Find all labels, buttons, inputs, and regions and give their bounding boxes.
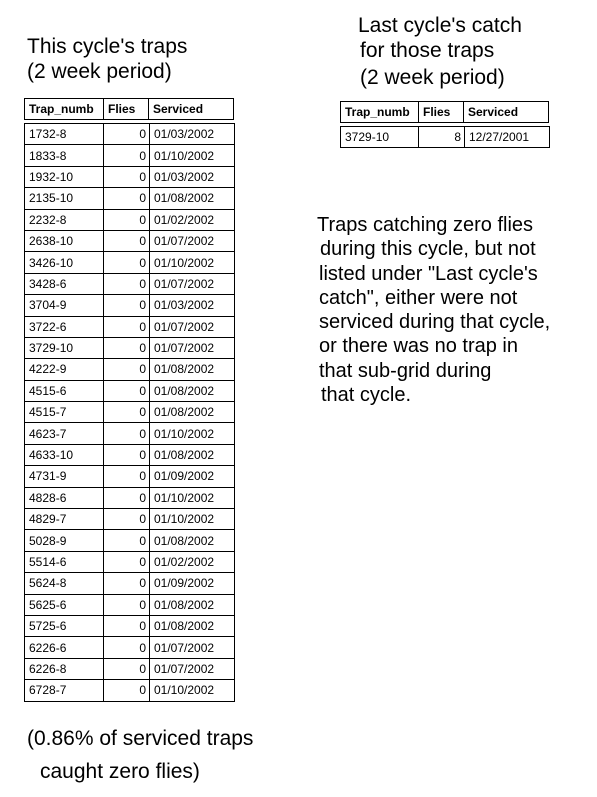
serviced-date-cell: 01/08/2002 bbox=[150, 594, 235, 615]
last-cycle-title-line: (2 week period) bbox=[360, 66, 505, 89]
flies-cell: 0 bbox=[104, 444, 150, 465]
trap-number-cell: 5625-6 bbox=[25, 594, 104, 615]
flies-cell: 0 bbox=[104, 487, 150, 508]
serviced-date-cell: 01/02/2002 bbox=[150, 551, 235, 572]
trap-number-cell: 3428-6 bbox=[25, 273, 104, 294]
trap-number-cell: 4623-7 bbox=[25, 423, 104, 444]
flies-cell: 0 bbox=[104, 188, 150, 209]
trap-number-cell: 5514-6 bbox=[25, 551, 104, 572]
trap-number-cell: 3729-10 bbox=[25, 337, 104, 358]
table-row bbox=[25, 573, 235, 594]
table-row bbox=[25, 466, 235, 487]
trap-number-cell: 3722-6 bbox=[25, 316, 104, 337]
serviced-date-cell: 01/03/2002 bbox=[150, 295, 235, 316]
last-cycle-title bbox=[358, 13, 522, 90]
table-row bbox=[25, 487, 235, 508]
this-cycle-title bbox=[27, 34, 187, 84]
note-line: or there was no trap in bbox=[319, 335, 518, 358]
table-row bbox=[25, 444, 235, 465]
note-line: during this cycle, but not bbox=[320, 238, 536, 261]
table-row bbox=[25, 509, 235, 530]
trap-number-cell: 3729-10 bbox=[341, 127, 419, 148]
serviced-date-cell: 01/07/2002 bbox=[150, 230, 235, 251]
table-row bbox=[25, 295, 235, 316]
note-line: Traps catching zero flies bbox=[317, 214, 534, 236]
serviced-date-cell: 01/10/2002 bbox=[150, 145, 235, 166]
serviced-date-cell: 01/08/2002 bbox=[150, 530, 235, 551]
column-header-trap: Trap_numb bbox=[25, 99, 104, 120]
serviced-date-cell: 12/27/2001 bbox=[465, 127, 550, 148]
flies-cell: 0 bbox=[104, 466, 150, 487]
trap-number-cell: 6226-6 bbox=[25, 637, 104, 658]
table-row bbox=[25, 166, 235, 187]
trap-number-cell: 5028-9 bbox=[25, 530, 104, 551]
trap-number-cell: 4829-7 bbox=[25, 509, 104, 530]
serviced-date-cell: 01/09/2002 bbox=[150, 573, 235, 594]
serviced-date-cell: 01/10/2002 bbox=[150, 252, 235, 273]
flies-cell: 0 bbox=[104, 551, 150, 572]
trap-number-cell: 4515-6 bbox=[25, 380, 104, 401]
trap-number-cell: 1932-10 bbox=[25, 166, 104, 187]
flies-cell: 0 bbox=[104, 316, 150, 337]
last-cycle-table bbox=[340, 126, 550, 148]
table-row bbox=[25, 273, 235, 294]
flies-cell: 0 bbox=[104, 337, 150, 358]
table-row bbox=[25, 423, 235, 444]
table-row bbox=[25, 402, 235, 423]
table-row bbox=[341, 127, 550, 148]
serviced-date-cell: 01/08/2002 bbox=[150, 359, 235, 380]
flies-cell: 0 bbox=[104, 359, 150, 380]
table-row bbox=[25, 124, 235, 145]
note-line: that cycle. bbox=[321, 384, 412, 407]
column-header-serviced: Serviced bbox=[464, 102, 549, 123]
trap-number-cell: 4828-6 bbox=[25, 487, 104, 508]
trap-number-cell: 5624-8 bbox=[25, 573, 104, 594]
note-line: that sub-grid during bbox=[319, 359, 492, 382]
footer-line: (0.86% of serviced traps bbox=[27, 727, 254, 750]
this-cycle-header bbox=[24, 98, 234, 120]
flies-cell: 0 bbox=[104, 230, 150, 251]
flies-cell: 0 bbox=[104, 594, 150, 615]
trap-number-cell: 4515-7 bbox=[25, 402, 104, 423]
footer-line: caught zero flies) bbox=[40, 760, 200, 783]
serviced-date-cell: 01/10/2002 bbox=[150, 509, 235, 530]
flies-cell: 0 bbox=[104, 145, 150, 166]
zero-flies-footer bbox=[27, 722, 253, 788]
trap-number-cell: 6226-8 bbox=[25, 658, 104, 679]
serviced-date-cell: 01/07/2002 bbox=[150, 637, 235, 658]
trap-number-cell: 4222-9 bbox=[25, 359, 104, 380]
note-line: catch", either were not bbox=[319, 286, 518, 309]
column-header-trap: Trap_numb bbox=[341, 102, 419, 123]
trap-number-cell: 2232-8 bbox=[25, 209, 104, 230]
table-row bbox=[25, 252, 235, 273]
serviced-date-cell: 01/08/2002 bbox=[150, 402, 235, 423]
flies-cell: 0 bbox=[104, 273, 150, 294]
note-line: serviced during that cycle, bbox=[319, 311, 551, 334]
trap-number-cell: 2135-10 bbox=[25, 188, 104, 209]
table-row bbox=[25, 615, 235, 636]
serviced-date-cell: 01/08/2002 bbox=[150, 444, 235, 465]
table-row bbox=[25, 145, 235, 166]
flies-cell: 8 bbox=[419, 127, 465, 148]
flies-cell: 0 bbox=[104, 252, 150, 273]
trap-number-cell: 5725-6 bbox=[25, 615, 104, 636]
serviced-date-cell: 01/02/2002 bbox=[150, 209, 235, 230]
table-row bbox=[25, 551, 235, 572]
table-row bbox=[25, 337, 235, 358]
table-row bbox=[25, 637, 235, 658]
table-row bbox=[25, 680, 235, 701]
flies-cell: 0 bbox=[104, 380, 150, 401]
flies-cell: 0 bbox=[104, 637, 150, 658]
trap-number-cell: 6728-7 bbox=[25, 680, 104, 701]
trap-number-cell: 1833-8 bbox=[25, 145, 104, 166]
column-header-flies: Flies bbox=[419, 102, 464, 123]
last-cycle-title-line: for those traps bbox=[360, 39, 495, 62]
table-row bbox=[25, 594, 235, 615]
trap-number-cell: 1732-8 bbox=[25, 124, 104, 145]
flies-cell: 0 bbox=[104, 166, 150, 187]
serviced-date-cell: 01/03/2002 bbox=[150, 166, 235, 187]
serviced-date-cell: 01/03/2002 bbox=[150, 124, 235, 145]
flies-cell: 0 bbox=[104, 573, 150, 594]
this-cycle-table bbox=[24, 123, 235, 702]
flies-cell: 0 bbox=[104, 124, 150, 145]
serviced-date-cell: 01/10/2002 bbox=[150, 680, 235, 701]
trap-number-cell: 4633-10 bbox=[25, 444, 104, 465]
this-cycle-title-line: This cycle's traps bbox=[27, 35, 188, 58]
serviced-date-cell: 01/08/2002 bbox=[150, 380, 235, 401]
trap-number-cell: 3704-9 bbox=[25, 295, 104, 316]
this-cycle-title-line: (2 week period) bbox=[27, 60, 172, 83]
last-cycle-title-line: Last cycle's catch bbox=[358, 14, 522, 37]
table-row bbox=[25, 209, 235, 230]
flies-cell: 0 bbox=[104, 658, 150, 679]
serviced-date-cell: 01/07/2002 bbox=[150, 316, 235, 337]
serviced-date-cell: 01/10/2002 bbox=[150, 487, 235, 508]
serviced-date-cell: 01/08/2002 bbox=[150, 615, 235, 636]
column-header-flies: Flies bbox=[104, 99, 149, 120]
serviced-date-cell: 01/07/2002 bbox=[150, 337, 235, 358]
flies-cell: 0 bbox=[104, 509, 150, 530]
flies-cell: 0 bbox=[104, 423, 150, 444]
zero-flies-note bbox=[317, 213, 550, 407]
serviced-date-cell: 01/08/2002 bbox=[150, 188, 235, 209]
flies-cell: 0 bbox=[104, 615, 150, 636]
trap-number-cell: 4731-9 bbox=[25, 466, 104, 487]
serviced-date-cell: 01/07/2002 bbox=[150, 273, 235, 294]
table-row bbox=[25, 380, 235, 401]
trap-number-cell: 2638-10 bbox=[25, 230, 104, 251]
table-row bbox=[25, 188, 235, 209]
table-row bbox=[25, 658, 235, 679]
trap-number-cell: 3426-10 bbox=[25, 252, 104, 273]
flies-cell: 0 bbox=[104, 295, 150, 316]
table-row bbox=[25, 359, 235, 380]
serviced-date-cell: 01/10/2002 bbox=[150, 423, 235, 444]
serviced-date-cell: 01/07/2002 bbox=[150, 658, 235, 679]
flies-cell: 0 bbox=[104, 209, 150, 230]
column-header-serviced: Serviced bbox=[149, 99, 234, 120]
note-line: listed under "Last cycle's bbox=[319, 262, 538, 285]
flies-cell: 0 bbox=[104, 680, 150, 701]
table-row bbox=[25, 530, 235, 551]
flies-cell: 0 bbox=[104, 530, 150, 551]
serviced-date-cell: 01/09/2002 bbox=[150, 466, 235, 487]
last-cycle-header bbox=[340, 101, 549, 123]
table-row bbox=[25, 316, 235, 337]
table-row bbox=[25, 230, 235, 251]
flies-cell: 0 bbox=[104, 402, 150, 423]
